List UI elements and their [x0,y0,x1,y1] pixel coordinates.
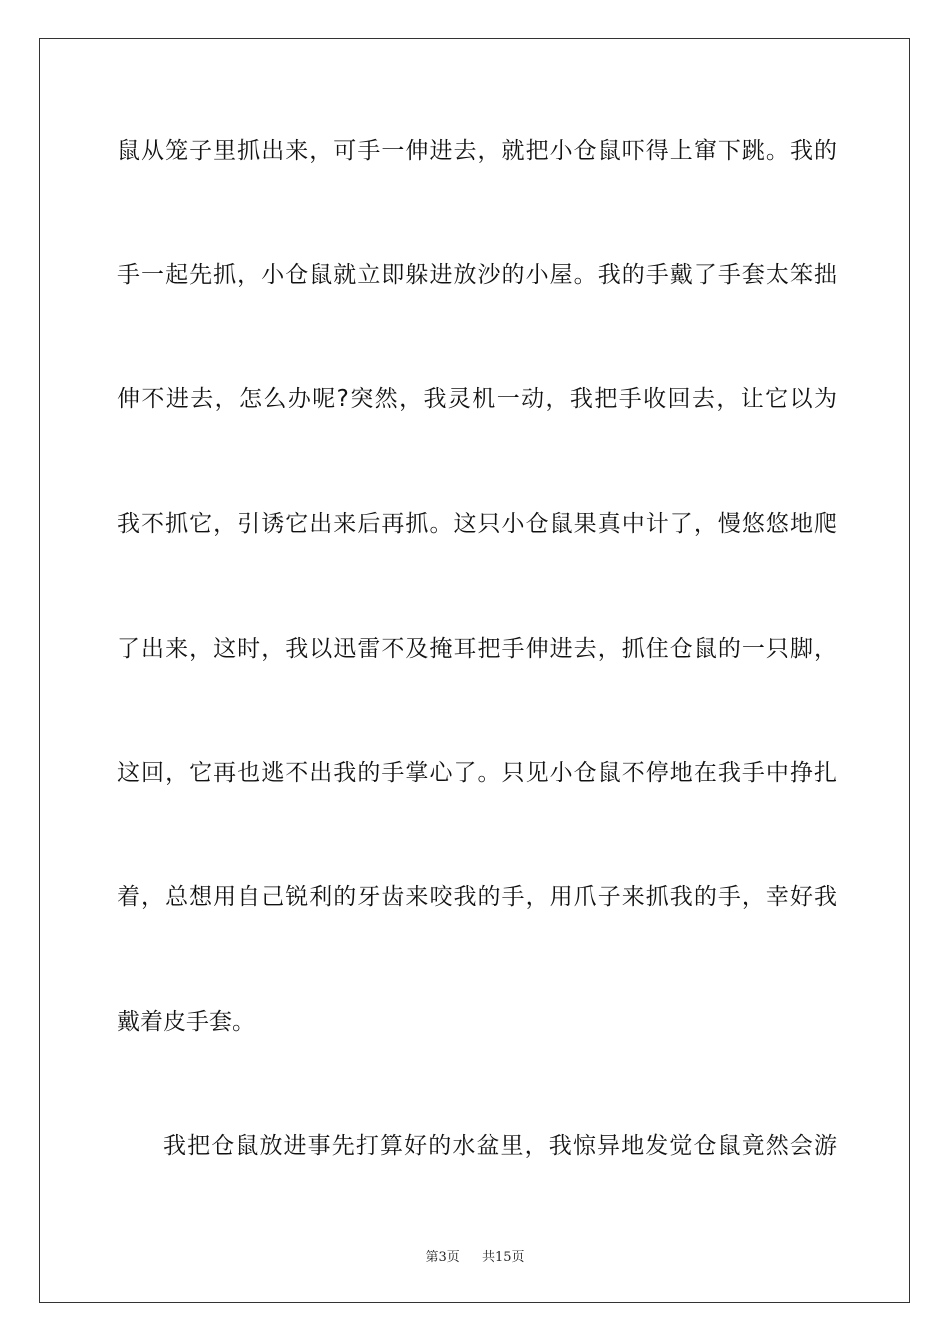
page-total: 共15页 [482,1250,525,1265]
page-border [39,38,910,1303]
page-footer [0,1246,950,1265]
paragraph-line-9: 我把仓鼠放进事先打算好的水盆里，我惊异地发觉仓鼠竟然会游 [163,1133,837,1159]
paragraph-line-1: 鼠从笼子里抓出来，可手一伸进去，就把小仓鼠吓得上窜下跳。我的 [117,138,837,164]
paragraph-line-4: 我不抓它，引诱它出来后再抓。这只小仓鼠果真中计了，慢悠悠地爬 [117,511,837,537]
paragraph-line-8: 戴着皮手套。 [117,1009,255,1035]
paragraph-line-5: 了出来，这时，我以迅雷不及掩耳把手伸进去，抓住仓鼠的一只脚， [117,636,837,662]
paragraph-line-3: 伸不进去，怎么办呢?突然，我灵机一动，我把手收回去，让它以为 [117,386,837,412]
paragraph-line-6: 这回，它再也逃不出我的手掌心了。只见小仓鼠不停地在我手中挣扎 [117,760,837,786]
paragraph-line-2: 手一起先抓，小仓鼠就立即躲进放沙的小屋。我的手戴了手套太笨拙 [117,262,837,288]
page-number: 第3页 [425,1250,460,1265]
paragraph-line-7: 着，总想用自己锐利的牙齿来咬我的手，用爪子来抓我的手，幸好我 [117,884,837,910]
